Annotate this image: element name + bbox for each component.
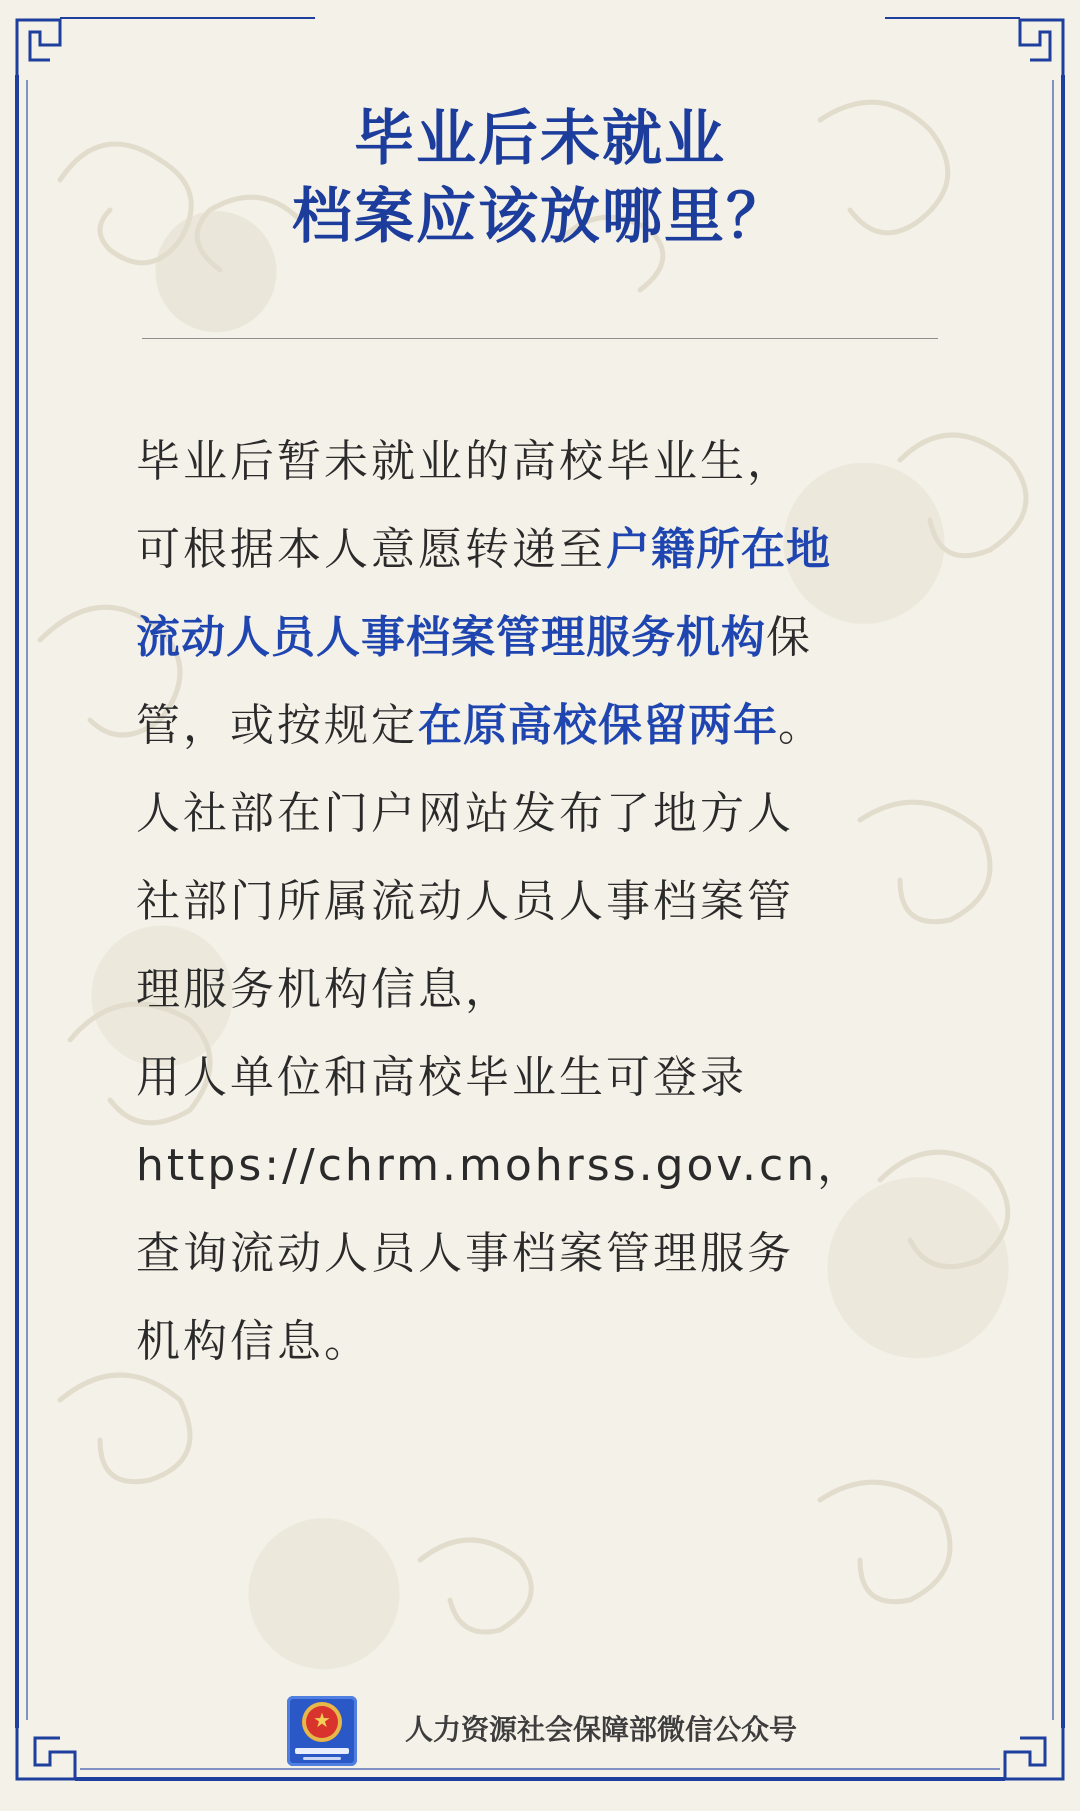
body-text: 用人单位和高校毕业生可登录 (136, 1052, 747, 1103)
title-line-2: 档案应该放哪里？ (292, 182, 788, 252)
body-line (136, 1034, 926, 1122)
footer (0, 1696, 1080, 1766)
page-title (0, 100, 1080, 256)
body-line (136, 946, 926, 1034)
body-line (136, 1210, 926, 1298)
body-line (136, 506, 926, 594)
title-line-1: 毕业后未就业 (354, 104, 726, 174)
body-line (136, 770, 926, 858)
body-text: 查询流动人员人事档案管理服务 (136, 1228, 794, 1279)
body-line (136, 858, 926, 946)
body-line (136, 1122, 926, 1210)
body-text: 社部门所属流动人员人事档案管 (136, 876, 794, 927)
body-text: 毕业后暂未就业的高校毕业生， (136, 436, 794, 487)
body-text: 可根据本人意愿转递至 (136, 524, 606, 575)
body-line (136, 594, 926, 682)
body-line (136, 682, 926, 770)
website-url: https://chrm.mohrss.gov.cn， (136, 1140, 865, 1191)
national-emblem-icon (287, 1696, 357, 1766)
body-text: 。 (778, 700, 825, 751)
title-divider (142, 338, 938, 339)
highlight-text: 流动人员人事档案管理服务机构 (136, 612, 766, 663)
body-text: 机构信息。 (136, 1316, 371, 1367)
body-text: 理服务机构信息， (136, 964, 512, 1015)
body-text: 保 (766, 612, 813, 663)
body-line (136, 1298, 926, 1386)
body-text: 管，或按规定 (136, 700, 418, 751)
account-name: 人力资源社会保障部微信公众号 (405, 1713, 798, 1746)
body-line (136, 418, 926, 506)
article-body (136, 418, 926, 1386)
body-text: 人社部在门户网站发布了地方人 (136, 788, 794, 839)
highlight-text: 在原高校保留两年 (418, 700, 778, 751)
highlight-text: 户籍所在地 (606, 524, 831, 575)
